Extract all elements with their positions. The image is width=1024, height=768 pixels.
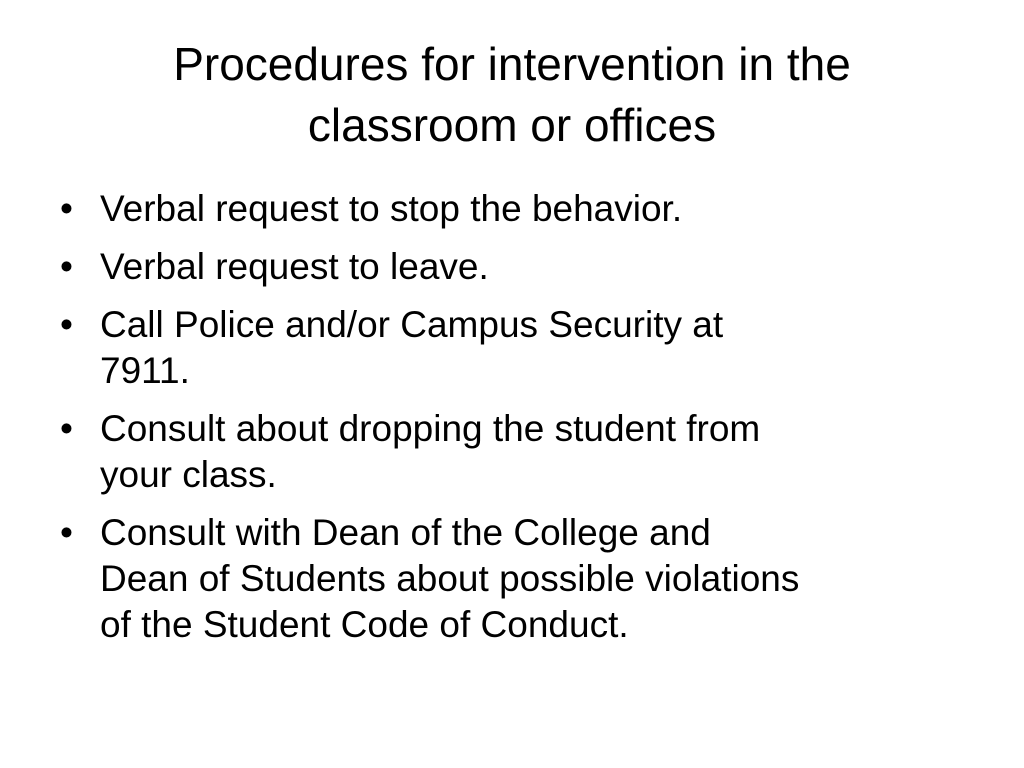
bullet-text-line: Consult with Dean of the College and xyxy=(100,512,711,553)
bullet-text-line: Verbal request to stop the behavior. xyxy=(100,188,683,229)
bullet-text xyxy=(100,406,978,498)
bullet-item xyxy=(58,406,978,498)
bullet-text xyxy=(100,186,978,232)
bullet-item xyxy=(58,186,978,232)
bullet-text-line: 7911. xyxy=(100,350,190,391)
slide-title-line: Procedures for intervention in the xyxy=(173,38,851,90)
slide-title xyxy=(60,34,964,156)
bullet-text-line: Verbal request to leave. xyxy=(100,246,489,287)
bullet-list xyxy=(58,186,978,660)
bullet-text-line: Consult about dropping the student from xyxy=(100,408,761,449)
bullet-text-line: of the Student Code of Conduct. xyxy=(100,604,629,645)
bullet-text-line: Dean of Students about possible violations xyxy=(100,558,800,599)
bullet-icon: • xyxy=(60,304,73,345)
bullet-icon: • xyxy=(60,188,73,229)
bullet-icon: • xyxy=(60,408,73,449)
bullet-text xyxy=(100,302,978,394)
bullet-item xyxy=(58,510,978,648)
bullet-item xyxy=(58,244,978,290)
bullet-text-line: your class. xyxy=(100,454,277,495)
bullet-text xyxy=(100,510,978,648)
bullet-icon: • xyxy=(60,512,73,553)
bullet-text xyxy=(100,244,978,290)
bullet-text-line: Call Police and/or Campus Security at xyxy=(100,304,724,345)
bullet-icon: • xyxy=(60,246,73,287)
slide-title-line: classroom or offices xyxy=(307,99,717,151)
bullet-item xyxy=(58,302,978,394)
